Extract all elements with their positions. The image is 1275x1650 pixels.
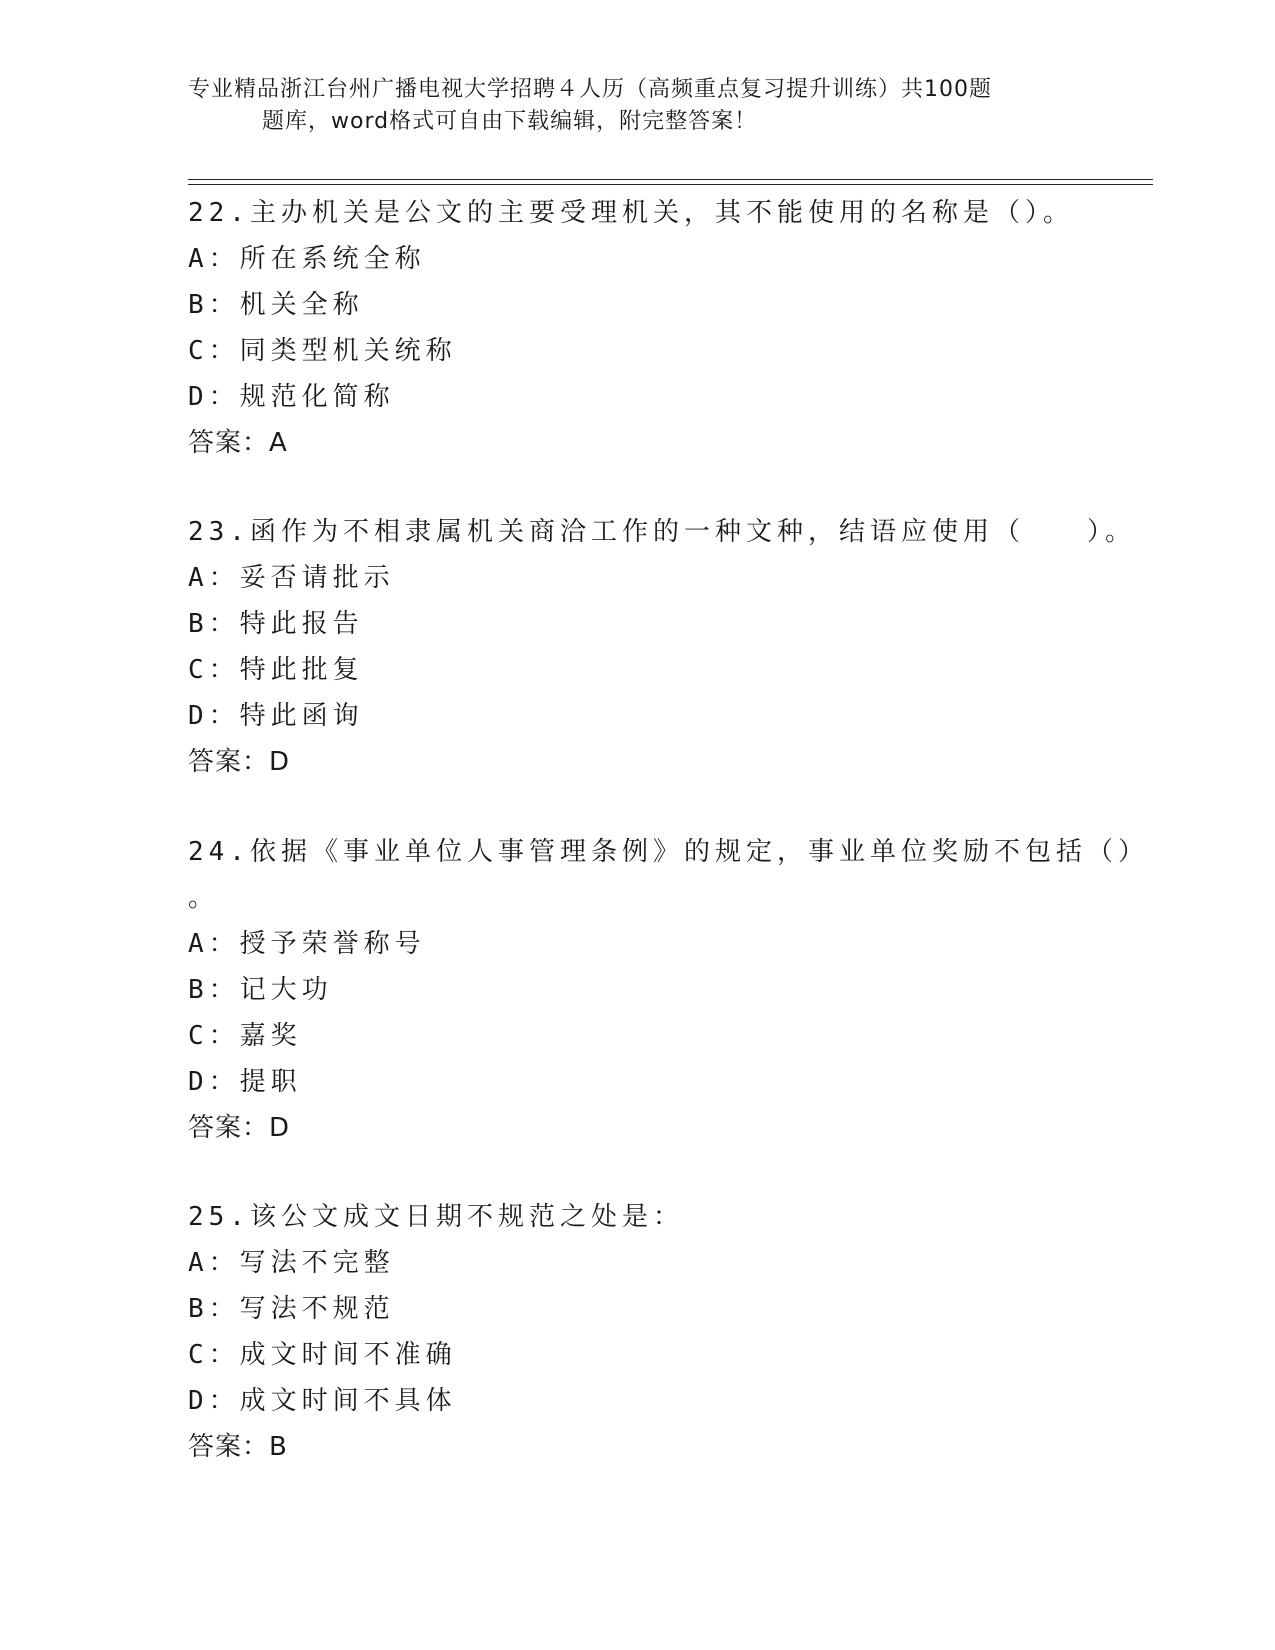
option-a: A：妥否请批示 xyxy=(188,563,395,593)
question-23 xyxy=(188,509,1136,785)
question-stem: 22.主办机关是公文的主要受理机关，其不能使用的名称是（）。 xyxy=(188,198,1074,228)
question-stem-continuation: 。 xyxy=(188,883,220,913)
header-title-line2: 题库，word格式可自由下载编辑，附完整答案！ xyxy=(262,109,758,134)
answer: 答案：A xyxy=(188,428,288,458)
option-a: A：所在系统全称 xyxy=(188,244,426,274)
header-divider-bottom xyxy=(188,184,1153,185)
option-b: B：写法不规范 xyxy=(188,1294,395,1324)
option-a: A：授予荣誉称号 xyxy=(188,929,426,959)
option-d: D：特此函询 xyxy=(188,701,364,731)
option-b: B：机关全称 xyxy=(188,290,364,320)
option-c: C：特此批复 xyxy=(188,655,364,685)
document-header xyxy=(188,74,1068,138)
option-b: B：特此报告 xyxy=(188,609,364,639)
header-divider-top xyxy=(188,179,1153,180)
question-stem: 23.函作为不相隶属机关商洽工作的一种文种，结语应使用（ ）。 xyxy=(188,517,1136,547)
question-stem: 25.该公文成文日期不规范之处是： xyxy=(188,1202,684,1232)
question-22 xyxy=(188,190,1088,466)
option-c: C：成文时间不准确 xyxy=(188,1340,457,1370)
header-title-line1: 专业精品浙江台州广播电视大学招聘４人历（高频重点复习提升训练）共100题 xyxy=(188,77,992,102)
option-b: B：记大功 xyxy=(188,975,333,1005)
answer: 答案：D xyxy=(188,747,291,777)
answer: 答案：B xyxy=(188,1432,288,1462)
option-c: C：同类型机关统称 xyxy=(188,336,457,366)
option-d: D：规范化简称 xyxy=(188,382,395,412)
question-stem: 24.依据《事业单位人事管理条例》的规定，事业单位奖励不包括（） xyxy=(188,837,1149,867)
option-a: A：写法不完整 xyxy=(188,1248,395,1278)
option-d: D：提职 xyxy=(188,1067,302,1097)
question-24 xyxy=(188,829,1149,1151)
question-25 xyxy=(188,1194,1088,1470)
answer: 答案：D xyxy=(188,1113,291,1143)
option-c: C：嘉奖 xyxy=(188,1021,302,1051)
option-d: D：成文时间不具体 xyxy=(188,1386,457,1416)
